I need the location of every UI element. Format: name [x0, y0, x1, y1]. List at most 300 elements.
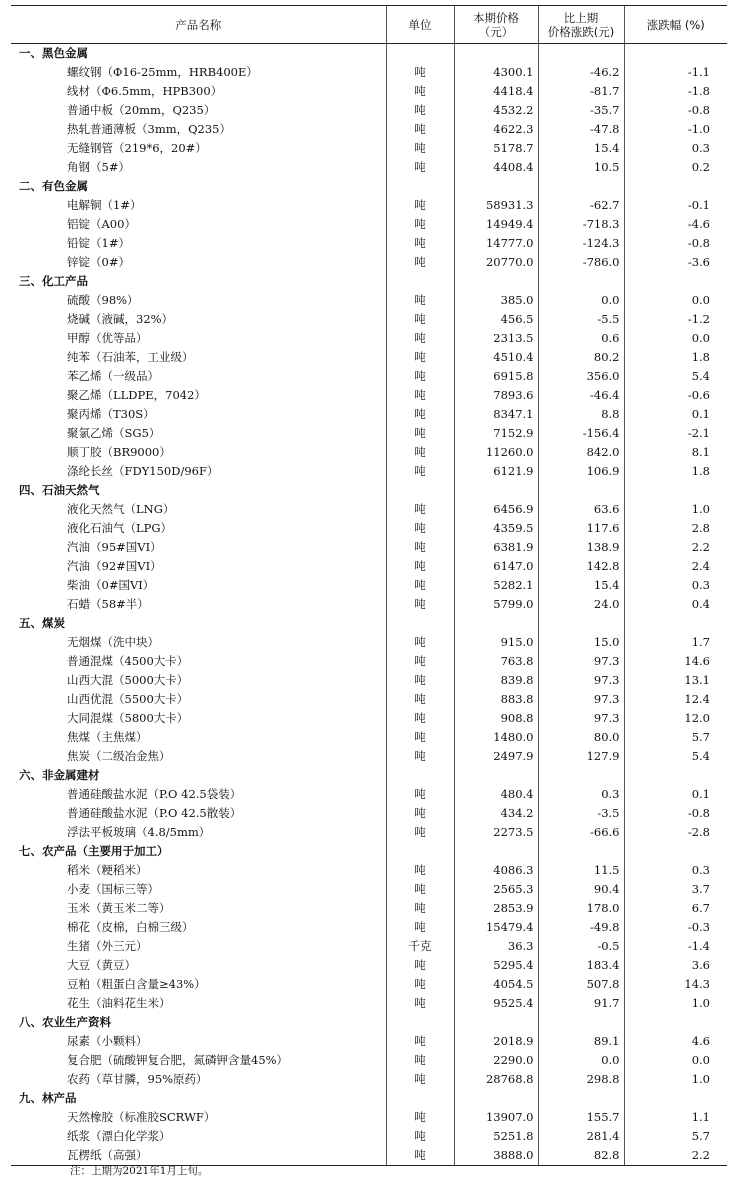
change-cell: [538, 44, 624, 64]
percent-cell: -3.6: [624, 253, 727, 272]
change-cell: 142.8: [538, 557, 624, 576]
product-name: 角钢（5#）: [67, 160, 130, 174]
unit-cell: 吨: [386, 310, 454, 329]
percent-cell: 3.7: [624, 880, 727, 899]
change-cell: -46.2: [538, 63, 624, 82]
product-name: 普通硅酸盐水泥（P.O 42.5袋装）: [67, 787, 242, 801]
change-cell: -49.8: [538, 918, 624, 937]
price-cell: 6381.9: [454, 538, 538, 557]
change-cell: 97.3: [538, 671, 624, 690]
price-cell: 480.4: [454, 785, 538, 804]
percent-cell: -0.6: [624, 386, 727, 405]
product-name: 焦煤（主焦煤）: [67, 730, 148, 744]
percent-cell: [624, 481, 727, 500]
change-cell: 127.9: [538, 747, 624, 766]
category-row: [11, 766, 727, 785]
percent-cell: -2.8: [624, 823, 727, 842]
percent-cell: 2.4: [624, 557, 727, 576]
unit-cell: 吨: [386, 519, 454, 538]
percent-cell: 0.1: [624, 405, 727, 424]
product-name: 大同混煤（5800大卡）: [67, 711, 189, 725]
change-cell: -124.3: [538, 234, 624, 253]
change-cell: 178.0: [538, 899, 624, 918]
table-row: [11, 956, 727, 975]
unit-cell: [386, 272, 454, 291]
unit-cell: 吨: [386, 956, 454, 975]
price-cell: 15479.4: [454, 918, 538, 937]
price-cell: 4054.5: [454, 975, 538, 994]
product-name: 石蜡（58#半）: [67, 597, 149, 611]
change-cell: -35.7: [538, 101, 624, 120]
table-row: [11, 120, 727, 139]
price-cell: 2290.0: [454, 1051, 538, 1070]
change-cell: 10.5: [538, 158, 624, 177]
unit-cell: 吨: [386, 633, 454, 652]
product-name: 焦炭（二级冶金焦）: [67, 749, 171, 763]
price-cell: 5178.7: [454, 139, 538, 158]
unit-cell: 吨: [386, 823, 454, 842]
percent-cell: -0.8: [624, 234, 727, 253]
change-cell: [538, 1089, 624, 1108]
change-cell: 183.4: [538, 956, 624, 975]
price-cell: 2497.9: [454, 747, 538, 766]
price-cell: 456.5: [454, 310, 538, 329]
table-row: [11, 538, 727, 557]
table-row: [11, 234, 727, 253]
change-cell: 63.6: [538, 500, 624, 519]
change-cell: 0.0: [538, 1051, 624, 1070]
price-cell: 5295.4: [454, 956, 538, 975]
table-row: [11, 1108, 727, 1127]
change-cell: 97.3: [538, 652, 624, 671]
percent-cell: -0.8: [624, 804, 727, 823]
product-name: 尿素（小颗料）: [67, 1034, 148, 1048]
unit-cell: 吨: [386, 291, 454, 310]
percent-cell: 1.7: [624, 633, 727, 652]
header-product-name: 产品名称: [11, 6, 386, 44]
product-name: 复合肥（硫酸钾复合肥，氮磷钾含量45%）: [67, 1053, 289, 1067]
product-name: 生猪（外三元）: [67, 939, 148, 953]
change-cell: [538, 766, 624, 785]
table-row: [11, 785, 727, 804]
table-row: [11, 424, 727, 443]
unit-cell: 吨: [386, 671, 454, 690]
table-row: [11, 747, 727, 766]
unit-cell: 吨: [386, 1070, 454, 1089]
unit-cell: 吨: [386, 500, 454, 519]
unit-cell: 吨: [386, 690, 454, 709]
unit-cell: 吨: [386, 424, 454, 443]
unit-cell: 吨: [386, 101, 454, 120]
table-row: [11, 671, 727, 690]
unit-cell: 吨: [386, 804, 454, 823]
price-cell: 915.0: [454, 633, 538, 652]
unit-cell: 吨: [386, 557, 454, 576]
percent-cell: [624, 842, 727, 861]
percent-cell: [624, 272, 727, 291]
price-cell: 3888.0: [454, 1146, 538, 1166]
price-cell: 14777.0: [454, 234, 538, 253]
product-name: 热轧普通薄板（3mm，Q235）: [67, 122, 232, 136]
category-name: 四、石油天然气: [19, 483, 100, 497]
change-cell: 0.6: [538, 329, 624, 348]
product-name: 浮法平板玻璃（4.8/5mm）: [67, 825, 211, 839]
table-row: [11, 994, 727, 1013]
product-name: 稻米（粳稻米）: [67, 863, 148, 877]
price-cell: 5799.0: [454, 595, 538, 614]
product-name: 天然橡胶（标准胶SCRWF）: [67, 1110, 216, 1124]
price-cell: [454, 481, 538, 500]
price-cell: 2313.5: [454, 329, 538, 348]
product-name: 普通中板（20mm，Q235）: [67, 103, 216, 117]
unit-cell: 吨: [386, 443, 454, 462]
unit-cell: 吨: [386, 215, 454, 234]
percent-cell: [624, 177, 727, 196]
product-name: 普通硅酸盐水泥（P.O 42.5散装）: [67, 806, 242, 820]
unit-cell: 吨: [386, 120, 454, 139]
unit-cell: 吨: [386, 994, 454, 1013]
price-cell: 4300.1: [454, 63, 538, 82]
change-cell: 97.3: [538, 690, 624, 709]
price-cell: 58931.3: [454, 196, 538, 215]
product-name: 柴油（0#国VI）: [67, 578, 155, 592]
price-cell: 2273.5: [454, 823, 538, 842]
category-row: [11, 614, 727, 633]
product-name: 甲醇（优等品）: [67, 331, 148, 345]
percent-cell: [624, 44, 727, 64]
unit-cell: 吨: [386, 899, 454, 918]
percent-cell: -4.6: [624, 215, 727, 234]
percent-cell: [624, 614, 727, 633]
percent-cell: 0.3: [624, 861, 727, 880]
product-name: 聚丙烯（T30S）: [67, 407, 155, 421]
percent-cell: 5.7: [624, 1127, 727, 1146]
price-cell: 5251.8: [454, 1127, 538, 1146]
price-cell: 1480.0: [454, 728, 538, 747]
table-row: [11, 443, 727, 462]
percent-cell: -1.1: [624, 63, 727, 82]
price-cell: 4418.4: [454, 82, 538, 101]
table-row: [11, 633, 727, 652]
category-name: 三、化工产品: [19, 274, 88, 288]
price-cell: [454, 177, 538, 196]
price-cell: 4086.3: [454, 861, 538, 880]
unit-cell: 吨: [386, 652, 454, 671]
price-cell: [454, 44, 538, 64]
product-name: 线材（Φ6.5mm，HPB300）: [67, 84, 223, 98]
percent-cell: 6.7: [624, 899, 727, 918]
unit-cell: 吨: [386, 1108, 454, 1127]
percent-cell: 5.7: [624, 728, 727, 747]
price-cell: 7893.6: [454, 386, 538, 405]
unit-cell: 吨: [386, 728, 454, 747]
unit-cell: 吨: [386, 538, 454, 557]
unit-cell: 吨: [386, 139, 454, 158]
change-cell: 507.8: [538, 975, 624, 994]
percent-cell: -1.2: [624, 310, 727, 329]
percent-cell: -0.3: [624, 918, 727, 937]
percent-cell: 0.3: [624, 139, 727, 158]
unit-cell: 吨: [386, 576, 454, 595]
price-cell: 4622.3: [454, 120, 538, 139]
category-name: 一、黑色金属: [19, 46, 88, 60]
percent-cell: 1.0: [624, 500, 727, 519]
price-cell: [454, 1089, 538, 1108]
change-cell: 281.4: [538, 1127, 624, 1146]
unit-cell: 吨: [386, 918, 454, 937]
percent-cell: 3.6: [624, 956, 727, 975]
table-row: [11, 367, 727, 386]
percent-cell: 2.8: [624, 519, 727, 538]
header-current-price: 本期价格 （元）: [454, 6, 538, 44]
price-cell: 8347.1: [454, 405, 538, 424]
header-change-percent: 涨跌幅 (%): [624, 6, 727, 44]
percent-cell: 1.0: [624, 994, 727, 1013]
price-cell: 20770.0: [454, 253, 538, 272]
percent-cell: -2.1: [624, 424, 727, 443]
percent-cell: [624, 1013, 727, 1032]
product-name: 无烟煤（洗中块）: [67, 635, 159, 649]
table-header: [11, 6, 727, 44]
change-cell: [538, 842, 624, 861]
change-cell: 106.9: [538, 462, 624, 481]
change-cell: -81.7: [538, 82, 624, 101]
percent-cell: 1.1: [624, 1108, 727, 1127]
table-row: [11, 329, 727, 348]
percent-cell: 0.0: [624, 291, 727, 310]
price-cell: [454, 842, 538, 861]
product-name: 棉花（皮棉，白棉三级）: [67, 920, 194, 934]
price-cell: [454, 614, 538, 633]
change-cell: 97.3: [538, 709, 624, 728]
percent-cell: 4.6: [624, 1032, 727, 1051]
change-cell: [538, 614, 624, 633]
table-row: [11, 500, 727, 519]
percent-cell: -1.8: [624, 82, 727, 101]
change-cell: -0.5: [538, 937, 624, 956]
table-row: [11, 899, 727, 918]
change-cell: [538, 1013, 624, 1032]
unit-cell: 吨: [386, 880, 454, 899]
category-row: [11, 1089, 727, 1108]
product-name: 聚乙烯（LLDPE，7042）: [67, 388, 206, 402]
table-row: [11, 139, 727, 158]
percent-cell: 1.8: [624, 462, 727, 481]
percent-cell: 1.8: [624, 348, 727, 367]
price-cell: 6147.0: [454, 557, 538, 576]
change-cell: 155.7: [538, 1108, 624, 1127]
percent-cell: 0.3: [624, 576, 727, 595]
table-row: [11, 861, 727, 880]
category-name: 六、非金属建材: [19, 768, 100, 782]
percent-cell: -1.4: [624, 937, 727, 956]
product-name: 无缝钢管（219*6，20#）: [67, 141, 207, 155]
table-row: [11, 728, 727, 747]
change-cell: -786.0: [538, 253, 624, 272]
unit-cell: 千克: [386, 937, 454, 956]
price-cell: 13907.0: [454, 1108, 538, 1127]
table-row: [11, 823, 727, 842]
unit-cell: 吨: [386, 386, 454, 405]
change-cell: 11.5: [538, 861, 624, 880]
change-cell: [538, 177, 624, 196]
percent-cell: 0.2: [624, 158, 727, 177]
percent-cell: [624, 1089, 727, 1108]
unit-cell: 吨: [386, 1051, 454, 1070]
change-cell: 80.2: [538, 348, 624, 367]
table-row: [11, 975, 727, 994]
product-name: 大豆（黄豆）: [67, 958, 136, 972]
unit-cell: [386, 1013, 454, 1032]
change-cell: 15.0: [538, 633, 624, 652]
table-row: [11, 462, 727, 481]
category-name: 七、农产品（主要用于加工）: [19, 844, 169, 858]
table-row: [11, 690, 727, 709]
unit-cell: 吨: [386, 158, 454, 177]
unit-cell: 吨: [386, 367, 454, 386]
price-cell: 4359.5: [454, 519, 538, 538]
percent-cell: 5.4: [624, 367, 727, 386]
price-table: [11, 5, 727, 1166]
change-cell: 117.6: [538, 519, 624, 538]
product-name: 聚氯乙烯（SG5）: [67, 426, 161, 440]
product-name: 豆粕（粗蛋白含量≥43%）: [67, 977, 206, 991]
product-name: 山西优混（5500大卡）: [67, 692, 189, 706]
product-name: 汽油（95#国VI）: [67, 540, 162, 554]
product-name: 农药（草甘膦，95%原药）: [67, 1072, 208, 1086]
table-row: [11, 196, 727, 215]
header-price-change: 比上期 价格涨跌(元): [538, 6, 624, 44]
product-name: 纯苯（石油苯，工业级）: [67, 350, 194, 364]
percent-cell: 2.2: [624, 1146, 727, 1166]
change-cell: -46.4: [538, 386, 624, 405]
category-row: [11, 177, 727, 196]
price-cell: 4408.4: [454, 158, 538, 177]
percent-cell: -1.0: [624, 120, 727, 139]
price-cell: 6121.9: [454, 462, 538, 481]
footnote: 注：上期为2021年1月上旬。: [70, 1165, 209, 1177]
table-row: [11, 804, 727, 823]
table-row: [11, 880, 727, 899]
table-row: [11, 937, 727, 956]
product-name: 液化石油气（LPG）: [67, 521, 173, 535]
percent-cell: 13.1: [624, 671, 727, 690]
change-cell: -718.3: [538, 215, 624, 234]
change-cell: 24.0: [538, 595, 624, 614]
unit-cell: 吨: [386, 329, 454, 348]
unit-cell: [386, 842, 454, 861]
price-cell: 28768.8: [454, 1070, 538, 1089]
price-cell: 839.8: [454, 671, 538, 690]
unit-cell: 吨: [386, 405, 454, 424]
table-row: [11, 386, 727, 405]
unit-cell: 吨: [386, 63, 454, 82]
change-cell: 298.8: [538, 1070, 624, 1089]
unit-cell: 吨: [386, 975, 454, 994]
unit-cell: 吨: [386, 348, 454, 367]
table-row: [11, 1070, 727, 1089]
change-cell: 842.0: [538, 443, 624, 462]
table-row: [11, 310, 727, 329]
unit-cell: 吨: [386, 861, 454, 880]
unit-cell: 吨: [386, 1032, 454, 1051]
percent-cell: 8.1: [624, 443, 727, 462]
product-name: 汽油（92#国VI）: [67, 559, 162, 573]
percent-cell: -0.1: [624, 196, 727, 215]
percent-cell: [624, 766, 727, 785]
price-cell: 4532.2: [454, 101, 538, 120]
change-cell: 356.0: [538, 367, 624, 386]
product-name: 纸浆（漂白化学浆）: [67, 1129, 171, 1143]
percent-cell: 0.0: [624, 1051, 727, 1070]
price-cell: 4510.4: [454, 348, 538, 367]
price-cell: 7152.9: [454, 424, 538, 443]
product-name: 普通混煤（4500大卡）: [67, 654, 189, 668]
change-cell: 0.3: [538, 785, 624, 804]
unit-cell: 吨: [386, 1127, 454, 1146]
percent-cell: 12.4: [624, 690, 727, 709]
unit-cell: [386, 44, 454, 64]
product-name: 液化天然气（LNG）: [67, 502, 175, 516]
change-cell: -156.4: [538, 424, 624, 443]
change-cell: 91.7: [538, 994, 624, 1013]
price-cell: 2018.9: [454, 1032, 538, 1051]
unit-cell: 吨: [386, 82, 454, 101]
table-row: [11, 291, 727, 310]
table-row: [11, 215, 727, 234]
category-row: [11, 272, 727, 291]
percent-cell: 12.0: [624, 709, 727, 728]
change-cell: 15.4: [538, 139, 624, 158]
product-name: 涤纶长丝（FDY150D/96F）: [67, 464, 219, 478]
table-row: [11, 709, 727, 728]
unit-cell: 吨: [386, 747, 454, 766]
product-name: 铅锭（1#）: [67, 236, 130, 250]
table-row: [11, 405, 727, 424]
unit-cell: [386, 481, 454, 500]
product-name: 玉米（黄玉米二等）: [67, 901, 171, 915]
product-name: 硫酸（98%）: [67, 293, 139, 307]
change-cell: 80.0: [538, 728, 624, 747]
product-name: 瓦楞纸（高强）: [11, 1146, 386, 1166]
percent-cell: 1.0: [624, 1070, 727, 1089]
percent-cell: 0.1: [624, 785, 727, 804]
price-cell: 908.8: [454, 709, 538, 728]
category-row: [11, 481, 727, 500]
category-name: 二、有色金属: [19, 179, 88, 193]
unit-cell: 吨: [386, 1146, 454, 1166]
price-cell: 434.2: [454, 804, 538, 823]
table-row: [11, 158, 727, 177]
percent-cell: 5.4: [624, 747, 727, 766]
unit-cell: 吨: [386, 253, 454, 272]
change-cell: [538, 272, 624, 291]
product-name: 花生（油料花生米）: [67, 996, 171, 1010]
change-cell: 89.1: [538, 1032, 624, 1051]
price-cell: [454, 766, 538, 785]
unit-cell: [386, 1089, 454, 1108]
price-cell: 883.8: [454, 690, 538, 709]
price-cell: 9525.4: [454, 994, 538, 1013]
percent-cell: 14.6: [624, 652, 727, 671]
header-unit: 单位: [386, 6, 454, 44]
price-cell: 36.3: [454, 937, 538, 956]
product-name: 顺丁胶（BR9000）: [67, 445, 171, 459]
table-row: [11, 63, 727, 82]
price-cell: 6456.9: [454, 500, 538, 519]
unit-cell: 吨: [386, 709, 454, 728]
price-cell: 6915.8: [454, 367, 538, 386]
